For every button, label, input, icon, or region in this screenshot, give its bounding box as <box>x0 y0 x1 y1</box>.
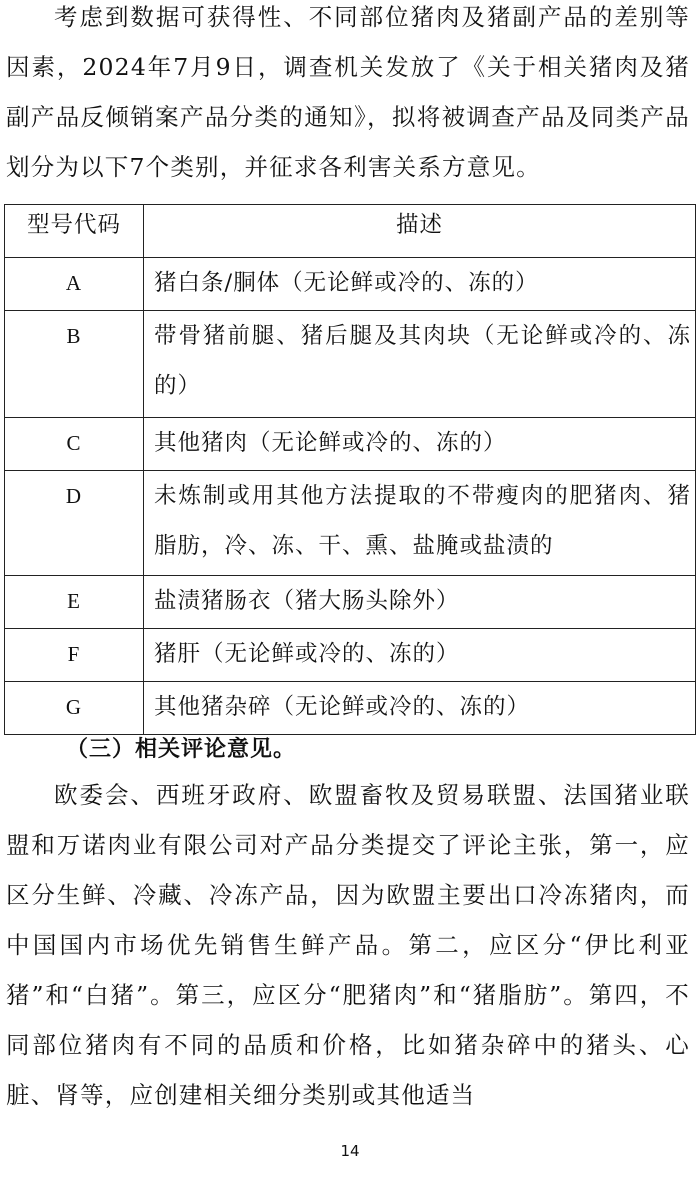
row-code: D <box>5 471 144 576</box>
row-code: B <box>5 311 144 418</box>
intro-paragraph: 考虑到数据可获得性、不同部位猪肉及猪副产品的差别等因素，2024年7月9日，调查机关发放了《关于相关猪肉及猪副产品反倾销案产品分类的通知》，拟将被调查产品及同类产品划分为以下7个类别，并征求各利害关系方意见。 <box>6 3 690 181</box>
table-row <box>5 418 696 471</box>
header-code: 型号代码 <box>5 205 144 258</box>
header-desc: 描述 <box>144 205 696 258</box>
table-header-row <box>5 205 696 258</box>
row-code: F <box>5 629 144 682</box>
table-row <box>5 258 696 311</box>
row-desc: 盐渍猪肠衣（猪大肠头除外） <box>144 576 696 629</box>
row-desc: 未炼制或用其他方法提取的不带瘦肉的肥猪肉、猪脂肪，冷、冻、干、熏、盐腌或盐渍的 <box>144 471 696 576</box>
row-code: G <box>5 682 144 735</box>
row-desc: 其他猪杂碎（无论鲜或冷的、冻的） <box>144 682 696 735</box>
table-row <box>5 682 696 735</box>
row-code: E <box>5 576 144 629</box>
product-category-table <box>4 204 696 735</box>
table-row <box>5 576 696 629</box>
row-code: A <box>5 258 144 311</box>
table-row <box>5 629 696 682</box>
table-row <box>5 311 696 418</box>
section-heading: （三）相关评论意见。 <box>66 737 297 762</box>
row-desc: 其他猪肉（无论鲜或冷的、冻的） <box>144 418 696 471</box>
row-code: C <box>5 418 144 471</box>
row-desc: 猪白条/胴体（无论鲜或冷的、冻的） <box>144 258 696 311</box>
row-desc: 带骨猪前腿、猪后腿及其肉块（无论鲜或冷的、冻的） <box>144 311 696 418</box>
table-row <box>5 471 696 576</box>
row-desc: 猪肝（无论鲜或冷的、冻的） <box>144 629 696 682</box>
page-number: 14 <box>340 1142 360 1160</box>
comment-paragraph: 欧委会、西班牙政府、欧盟畜牧及贸易联盟、法国猪业联盟和万诺肉业有限公司对产品分类提交了评论主张，第一，应区分生鲜、冷藏、冷冻产品，因为欧盟主要出口冷冻猪肉，而中国国内市场优先销售生鲜产品。第二，应区分“伊比利亚猪”和“白猪”。第三，应区分“肥猪肉”和“猪脂肪”。第四，不同部位猪肉有不同的品质和价格，比如猪杂碎中的猪头、心脏、肾等，应创建相关细分类别或其他适当 <box>6 781 690 1109</box>
